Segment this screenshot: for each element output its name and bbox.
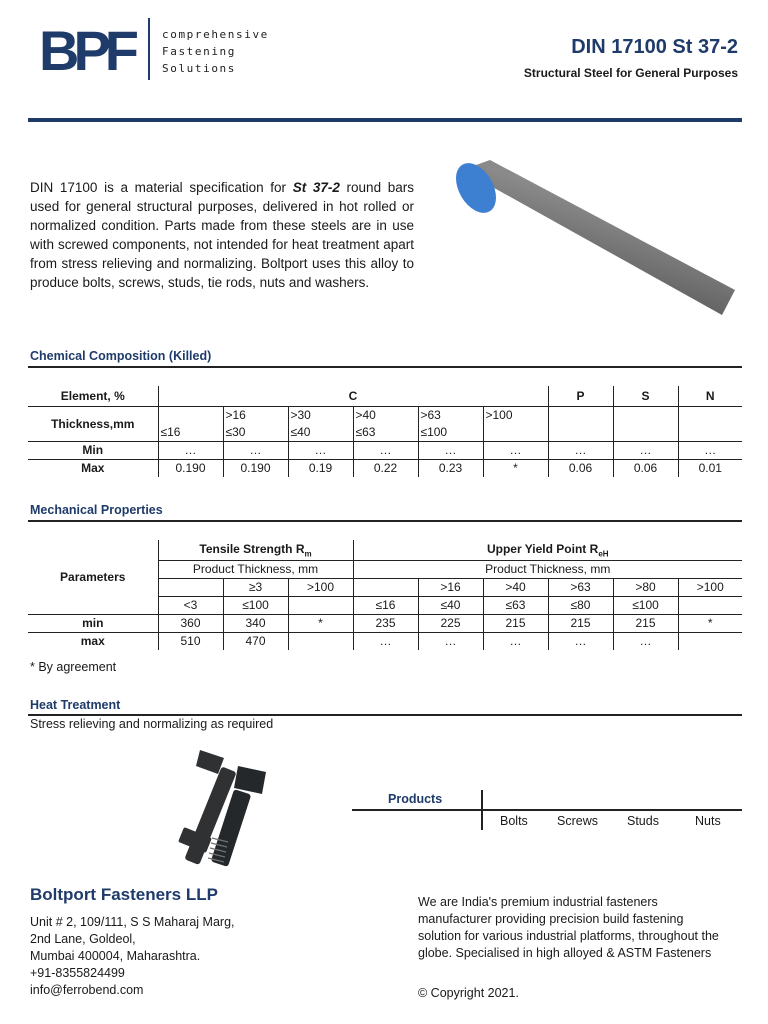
max-value: 0.06	[548, 459, 613, 477]
chemical-table	[28, 386, 742, 477]
thickness-cell: ≤40	[288, 424, 353, 442]
thickness-cell	[678, 406, 742, 424]
yield-label: Upper Yield Point R	[486, 541, 599, 556]
thickness-cell: >40	[483, 578, 548, 596]
thickness-cell: >16	[418, 578, 483, 596]
min-value: …	[288, 441, 353, 459]
phosphorus-header: P	[548, 386, 613, 406]
logo-divider	[148, 18, 150, 80]
max-value: …	[418, 632, 483, 650]
mechanical-title: Mechanical Properties	[30, 503, 163, 517]
min-value: 235	[353, 614, 418, 632]
max-value: …	[548, 632, 613, 650]
chemical-title: Chemical Composition (Killed)	[30, 349, 212, 363]
thickness-cell: >100	[288, 578, 353, 596]
products-rule	[352, 809, 742, 811]
min-value: …	[223, 441, 288, 459]
min-value: *	[288, 614, 353, 632]
max-value: 510	[158, 632, 223, 650]
tagline-line: Fastening	[162, 45, 237, 58]
intro-text: round bars used for general structural purposes, delivered in hot rolled or normalized condition. Parts made from these steels are in use with screwed components, not intended for heat treatment apart from stress relieving and normalizing. Boltport uses this alloy to produce bolts, screws, studs, tie rods, nuts and washers.	[30, 180, 414, 290]
thickness-cell: ≤63	[353, 424, 418, 442]
min-value: …	[548, 441, 613, 459]
max-value: 0.190	[223, 459, 288, 477]
address-line: 2nd Lane, Goldeol,	[30, 932, 136, 946]
thickness-cell	[483, 424, 548, 442]
logo-text: BPF	[39, 26, 133, 74]
product-screws: Screws	[557, 814, 598, 828]
tagline	[162, 26, 269, 77]
thickness-cell: >100	[483, 406, 548, 424]
min-value: 225	[418, 614, 483, 632]
max-value: 0.19	[288, 459, 353, 477]
nitrogen-header: N	[678, 386, 742, 406]
thickness-cell	[158, 578, 223, 596]
tensile-label: Tensile Strength R	[199, 541, 305, 556]
thickness-cell	[678, 424, 742, 442]
thickness-cell: <3	[158, 596, 223, 614]
section-rule	[28, 714, 742, 716]
thickness-cell: ≤63	[483, 596, 548, 614]
thickness-cell: >63	[548, 578, 613, 596]
intro-grade: St 37-2	[292, 180, 340, 195]
thickness-cell: >16	[223, 406, 288, 424]
min-value: …	[613, 441, 678, 459]
thickness-cell	[613, 424, 678, 442]
min-value: 360	[158, 614, 223, 632]
header-rule	[28, 118, 742, 122]
section-rule	[28, 520, 742, 522]
thickness-cell: ≤80	[548, 596, 613, 614]
thickness-cell: >40	[353, 406, 418, 424]
thickness-cell: ≥3	[223, 578, 288, 596]
min-value: 215	[483, 614, 548, 632]
product-nuts: Nuts	[695, 814, 721, 828]
max-value: …	[353, 632, 418, 650]
sulfur-header: S	[613, 386, 678, 406]
intro-text: DIN 17100 is a material specification for	[30, 180, 293, 195]
thickness-cell: >30	[288, 406, 353, 424]
company-name: Boltport Fasteners LLP	[30, 885, 218, 904]
carbon-header: C	[158, 386, 548, 406]
tensile-header	[158, 540, 353, 560]
products-title: Products	[388, 792, 443, 806]
document-title: DIN 17100 St 37-2	[571, 36, 738, 58]
thickness-cell: ≤16	[353, 596, 418, 614]
section-rule	[28, 366, 742, 368]
tensile-sub: m	[304, 548, 312, 558]
company-address	[30, 914, 235, 999]
thickness-cell: ≤100	[418, 424, 483, 442]
max-value: 0.190	[158, 459, 223, 477]
thickness-cell: >100	[678, 578, 742, 596]
round-bar-image	[450, 150, 740, 325]
max-value: 0.06	[613, 459, 678, 477]
agreement-note: * By agreement	[30, 660, 117, 674]
element-label: Element, %	[28, 386, 158, 406]
thickness-cell: >63	[418, 406, 483, 424]
thickness-cell	[353, 578, 418, 596]
thickness-cell: ≤100	[223, 596, 288, 614]
thickness-cell: ≤16	[158, 424, 223, 442]
product-thickness-label: Product Thickness, mm	[158, 560, 353, 578]
bpf-logo	[34, 26, 138, 74]
min-label: min	[28, 614, 158, 632]
thickness-cell: ≤30	[223, 424, 288, 442]
copyright: © Copyright 2021.	[418, 986, 519, 1000]
max-value: 0.01	[678, 459, 742, 477]
tagline-line: Solutions	[162, 62, 237, 75]
phone-number: +91-8355824499	[30, 966, 125, 980]
thickness-cell	[548, 424, 613, 442]
product-bolts: Bolts	[500, 814, 528, 828]
max-value: 470	[223, 632, 288, 650]
thickness-label: Thickness,mm	[28, 406, 158, 441]
min-value: …	[418, 441, 483, 459]
min-value: 215	[613, 614, 678, 632]
yield-header	[353, 540, 742, 560]
thickness-cell: >80	[613, 578, 678, 596]
min-label: Min	[28, 441, 158, 459]
max-label: max	[80, 634, 105, 648]
about-text: We are India's premium industrial fasteners manufacturer providing precision build fastening solution for various industrial platforms, throughout the globe. Specialised in high alloyed & ASTM Fasteners	[418, 895, 719, 960]
thickness-cell: ≤40	[418, 596, 483, 614]
max-value: 0.23	[418, 459, 483, 477]
heat-treatment-text: Stress relieving and normalizing as required	[30, 717, 274, 731]
max-value: …	[613, 632, 678, 650]
min-value: …	[483, 441, 548, 459]
bolts-image	[120, 742, 288, 870]
max-label: Max	[81, 461, 105, 475]
email-address: info@ferrobend.com	[30, 983, 144, 997]
product-studs: Studs	[627, 814, 659, 828]
thickness-cell	[613, 406, 678, 424]
document-subtitle: Structural Steel for General Purposes	[523, 66, 738, 80]
min-value: *	[678, 614, 742, 632]
yield-sub: eH	[598, 548, 609, 558]
address-line: Mumbai 400004, Maharashtra.	[30, 949, 201, 963]
tagline-line: comprehensive	[162, 28, 269, 41]
thickness-cell: ≤100	[613, 596, 678, 614]
min-value: …	[353, 441, 418, 459]
max-value	[288, 632, 353, 650]
min-value: …	[678, 441, 742, 459]
intro-paragraph	[30, 178, 414, 292]
thickness-cell	[288, 596, 353, 614]
mechanical-table	[28, 540, 742, 650]
max-value	[678, 632, 742, 650]
parameters-label: Parameters	[28, 540, 158, 614]
min-value: 215	[548, 614, 613, 632]
min-value: …	[158, 441, 223, 459]
product-thickness-label: Product Thickness, mm	[353, 560, 742, 578]
thickness-cell	[678, 596, 742, 614]
address-line: Unit # 2, 109/111, S S Maharaj Marg,	[30, 915, 235, 929]
max-value: …	[483, 632, 548, 650]
max-value: 0.22	[353, 459, 418, 477]
thickness-cell	[548, 406, 613, 424]
min-value: 340	[223, 614, 288, 632]
thickness-cell	[158, 406, 223, 424]
max-value: *	[483, 459, 548, 477]
heat-treatment-title: Heat Treatment	[30, 698, 121, 712]
